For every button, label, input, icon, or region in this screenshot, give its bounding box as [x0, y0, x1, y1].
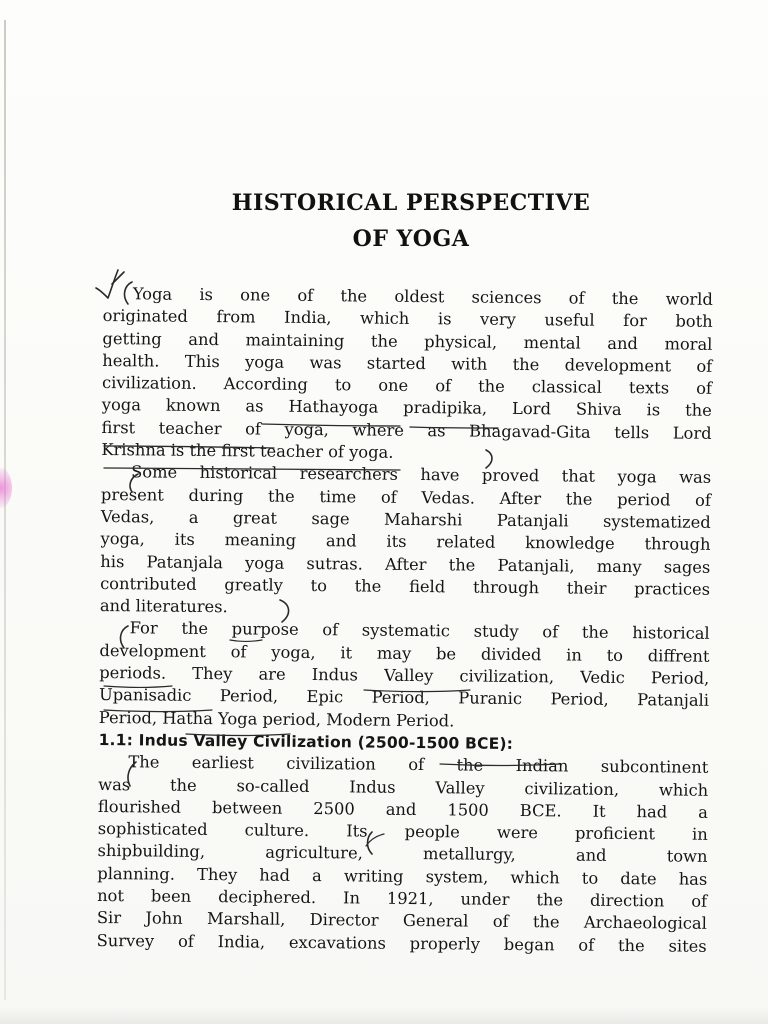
text-line: originated from India, which is very useful for both — [102, 306, 713, 332]
text-line: periods. They are Indus Valley civilization, Vedic Period, — [99, 663, 710, 688]
text-line: Vedas, a great sage Maharshi Patanjali systematized — [100, 506, 711, 532]
page-title-line-2: OF YOGA — [352, 226, 470, 252]
text-line: The earliest civilization of the Indian subcontinent — [128, 752, 709, 778]
text-line: was the so-called Indus Valley civilization, which — [98, 774, 709, 800]
page-edge-shadow — [4, 20, 6, 1000]
paragraph-3 — [99, 617, 710, 734]
text-line: yoga, its meaning and its related knowledge through — [100, 529, 711, 555]
text-line: Sir John Marshall, Director General of the Archaeological — [96, 908, 707, 934]
text-line: Some historical researchers have proved that yoga was — [131, 462, 712, 488]
pink-highlighter-smudge — [0, 468, 12, 508]
text-line: yoga known as Hathayoga pradipika, Lord Shiva is the — [101, 395, 712, 421]
text-line: Survey of India, excavations properly began of the sites — [96, 930, 707, 956]
text-line: present during the time of Vedas. After the period of — [100, 484, 712, 510]
section-heading: 1.1: Indus Valley Civilization (2500-1500 BCE): — [98, 730, 514, 753]
text-line: For the purpose of systematic study of the historical — [129, 618, 710, 644]
text-line: flourished between 2500 and 1500 BCE. It had a — [97, 796, 709, 822]
text-line: development of yoga, it may be divided in to diffrent — [99, 640, 710, 666]
text-line: health. This yoga was started with the development of — [102, 350, 713, 376]
paragraph-1 — [101, 283, 713, 467]
text-line: shipbuilding, agriculture, metallurgy, and town — [97, 841, 708, 867]
document-body — [97, 283, 713, 958]
text-line: getting and maintaining the physical, mental and moral — [102, 328, 713, 354]
text-line: first teacher of yoga, where as Bhagavad-Gita tells Lord — [101, 417, 712, 443]
text-line: his Patanjala yoga sutras. After the Patanjali, many sages — [100, 551, 711, 577]
text-line: and literatures. — [99, 596, 228, 617]
text-line: contributed greatly to the field through their practices — [100, 573, 711, 599]
text-line: not been deciphered. In 1921, under the direction of — [97, 885, 708, 911]
paragraph-2 — [100, 461, 711, 623]
page-title-line-1: HISTORICAL PERSPECTIVE — [231, 190, 591, 216]
text-line: sophisticated culture. Its people were proficient in — [97, 819, 708, 844]
text-line: planning. They had a writing system, which to date has — [97, 863, 708, 889]
text-line: Yoga is one of the oldest sciences of the world — [132, 284, 713, 309]
page-bottom-shadow — [0, 1006, 768, 1024]
text-line: Krishna is the first teacher of yoga. — [101, 440, 394, 462]
text-line: Period, Hatha Yoga period, Modern Period. — [98, 707, 455, 731]
text-line: civilization. According to one of the classical texts of — [101, 373, 713, 399]
text-line: Upanisadic Period, Epic Period, Puranic Period, Patanjali — [98, 685, 710, 711]
paragraph-4 — [97, 751, 709, 958]
